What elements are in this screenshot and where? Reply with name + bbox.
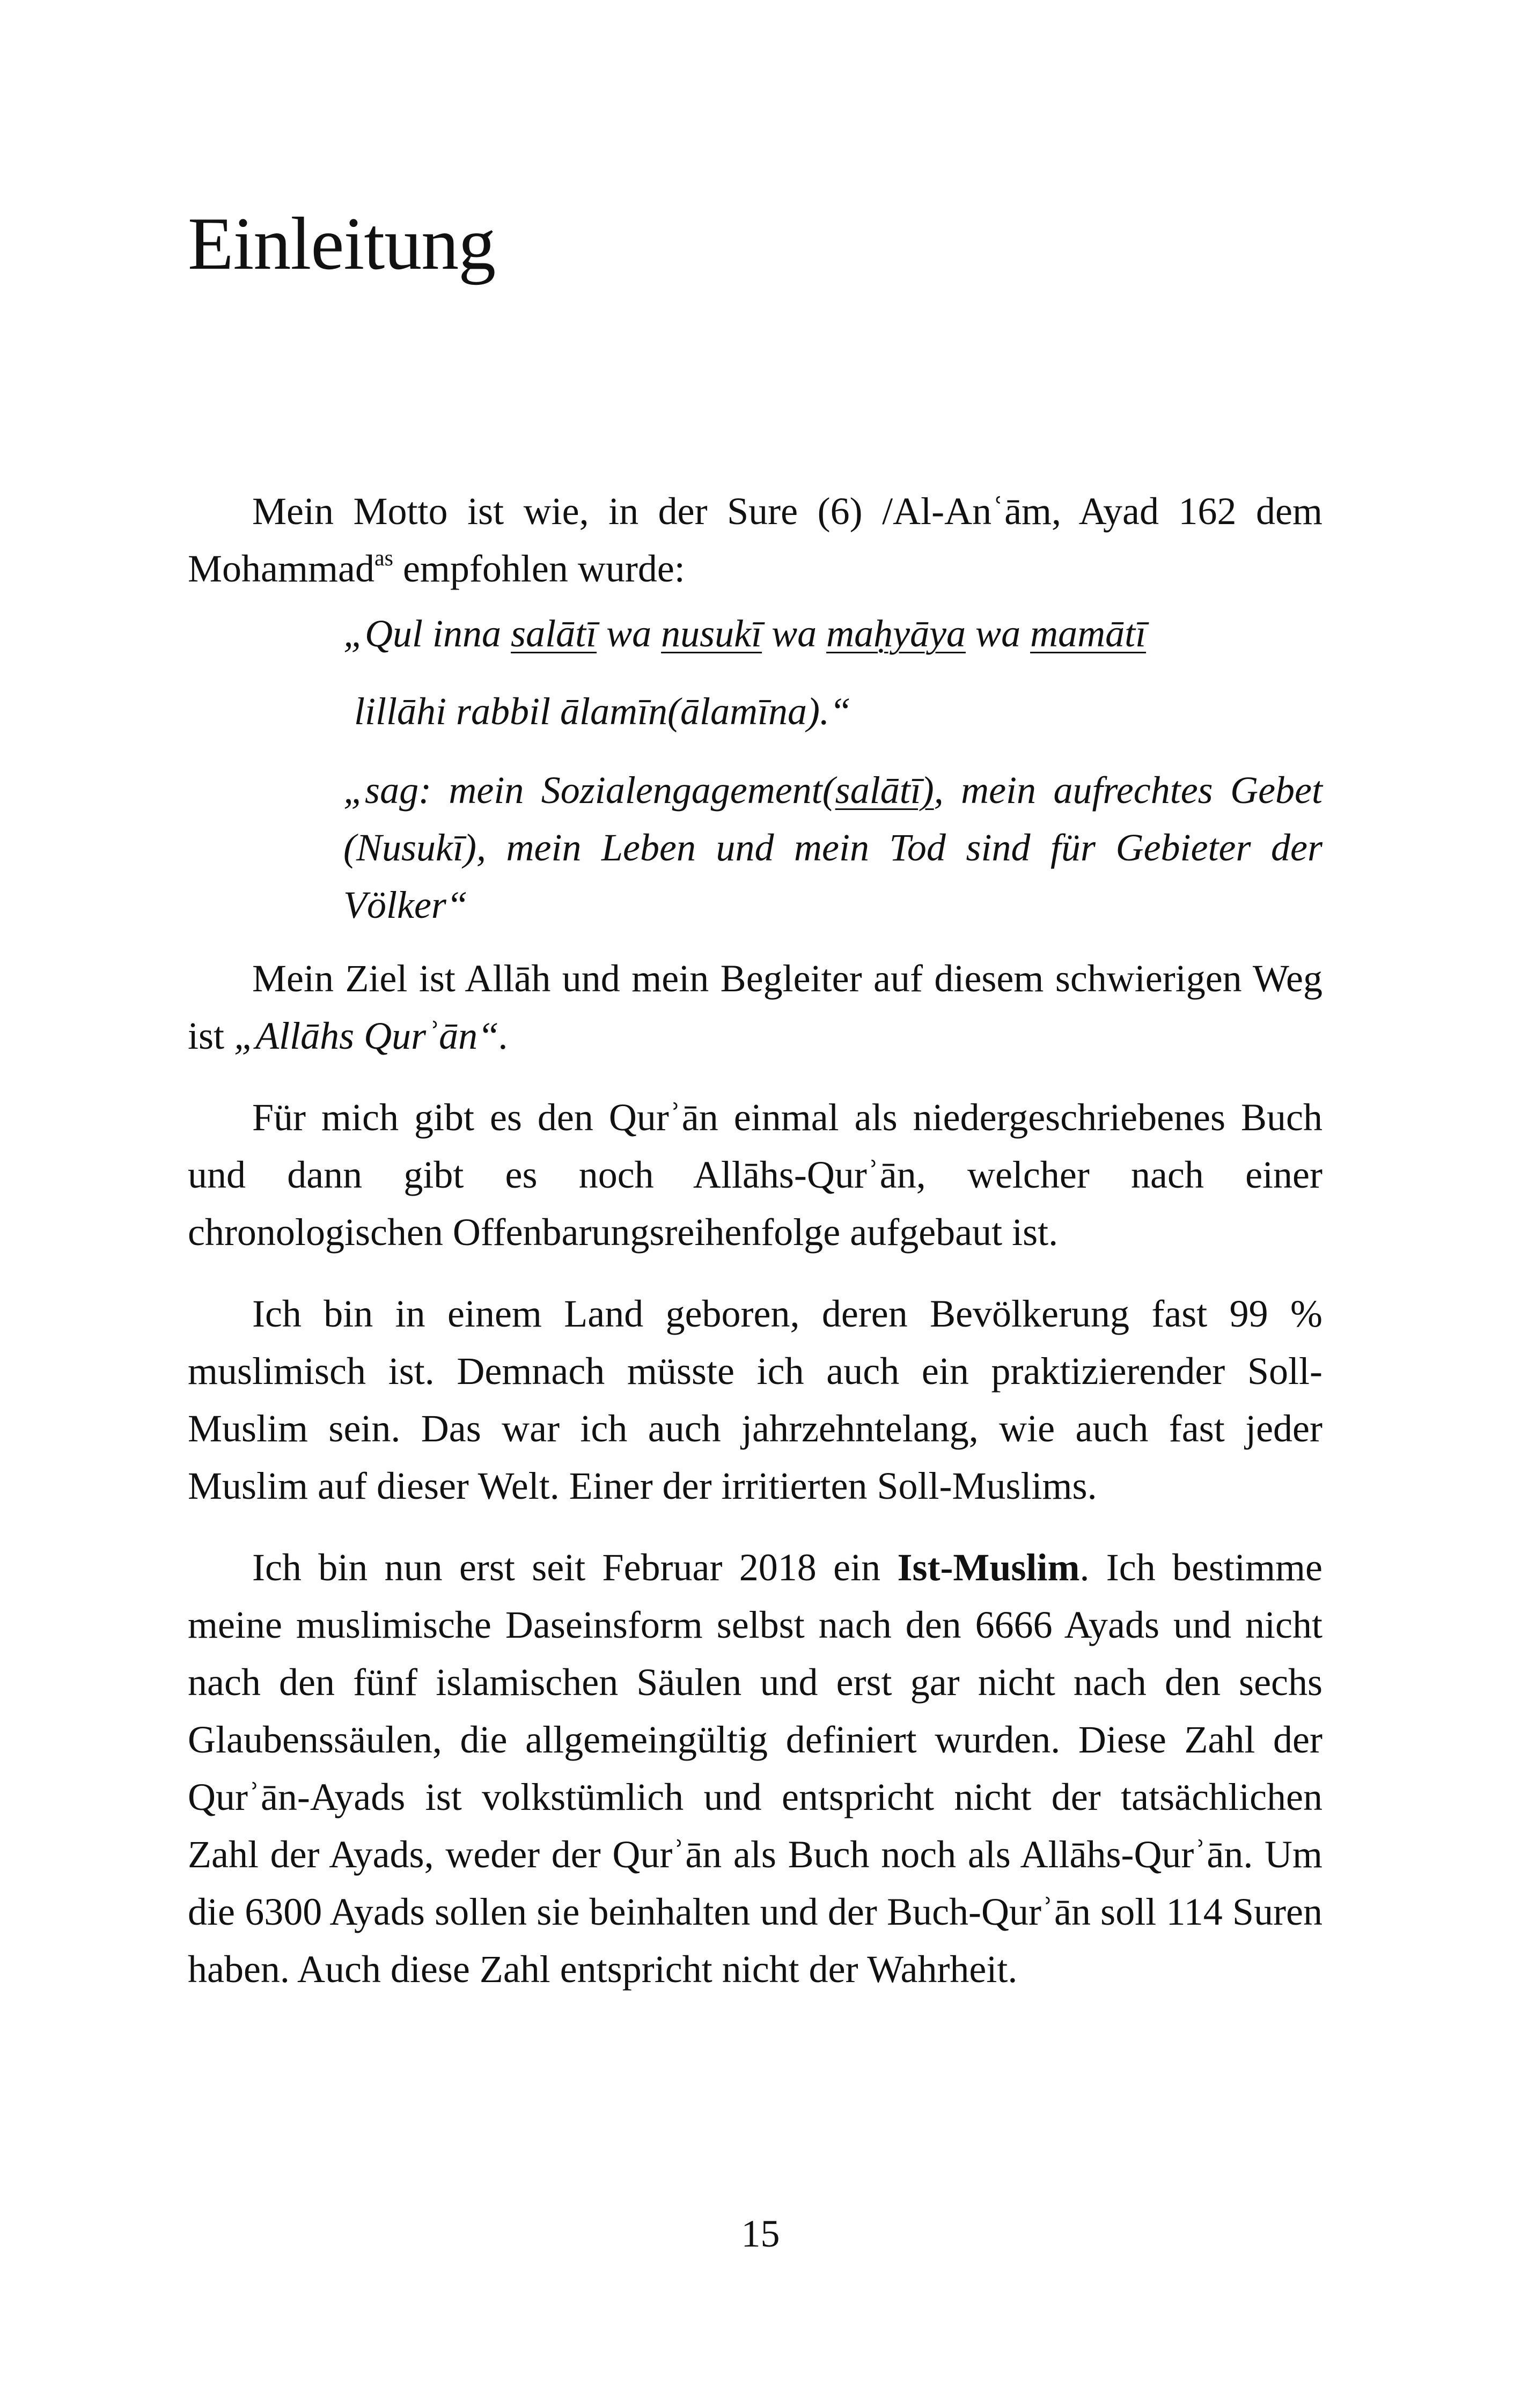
paragraph-goal: [188, 950, 1322, 1065]
paragraph-origin: Ich bin in einem Land geboren, deren Bevölkerung fast 99 % muslimisch ist. Demnach müsste ich auch ein praktizierender Soll-Muslim sein. Das war ich auch jahrzehntelang, wie auch fast jeder Muslim auf dieser Welt. Einer der irritierten Soll-Muslims.: [188, 1292, 1322, 1507]
bold-term: Ist-Muslim: [897, 1546, 1080, 1589]
underlined-word: maḥyāya: [826, 612, 966, 655]
quote-text: wa: [762, 612, 827, 655]
chapter-title: Einleitung: [188, 202, 496, 285]
underlined-word: salātī): [835, 769, 934, 812]
quote-transliteration-line-2: lillāhi rabbil ālamīn(ālamīna).“: [354, 690, 851, 733]
motto-text-end: empfohlen wurde:: [393, 547, 685, 590]
paragraph-motto: [188, 483, 1322, 598]
quote-translation: [188, 762, 1322, 934]
quote-text: wa: [966, 612, 1031, 655]
quote-transliteration-line-1: [188, 605, 1322, 662]
motto-text: Mein Motto ist wie, in der Sure (6) /Al-Anʿām, Ayad 162 dem Mohammad: [188, 490, 1322, 590]
paragraph-ist-muslim: [188, 1539, 1322, 1998]
page-number: 15: [741, 2212, 780, 2255]
paragraph-text: . Ich bestimme meine muslimische Daseinsform selbst nach den 6666 Ayads und nicht nach den fünf islamischen Säulen und erst gar nicht nach den sechs Glaubenssäulen, die allgemeingültig definiert wurden. Diese Zahl der Qurʾān-Ayads ist volkstümlich und entspricht nicht der tatsächlichen Zahl der Ayads, weder der Qurʾān als Buch noch als Allāhs-Qurʾān. Um die 6300 Ayads sollen sie beinhalten und der Buch-Qurʾān soll 114 Suren haben. Auch diese Zahl entspricht nicht der Wahrheit.: [188, 1546, 1322, 1991]
paragraph-text: Mein Ziel ist Allāh und mein Begleiter auf diesem schwierigen Weg ist: [188, 957, 1322, 1057]
italic-phrase: „Allāhs Qurʾān“.: [234, 1014, 509, 1057]
honorific-superscript: as: [374, 546, 393, 571]
quote-text: wa: [597, 612, 662, 655]
quote-text: „Qul inna: [343, 612, 511, 655]
quote-text: „sag: mein Sozialengagement(: [343, 769, 835, 812]
underlined-word: nusukī: [661, 612, 762, 655]
paragraph-text: Ich bin nun erst seit Februar 2018 ein: [252, 1546, 898, 1589]
quote-text: , mein aufrechtes Gebet (Nusukī), mein Leben und mein Tod sind für Gebieter der Völker“: [343, 769, 1322, 926]
underlined-word: mamātī: [1030, 612, 1147, 655]
underlined-word: salātī: [511, 612, 597, 655]
body-text: [188, 483, 1322, 1998]
paragraph-quran: Für mich gibt es den Qurʾān einmal als niedergeschriebenes Buch und dann gibt es noch Allāhs-Qurʾān, welcher nach einer chronologischen Offenbarungsreihenfolge aufgebaut ist.: [188, 1096, 1322, 1254]
